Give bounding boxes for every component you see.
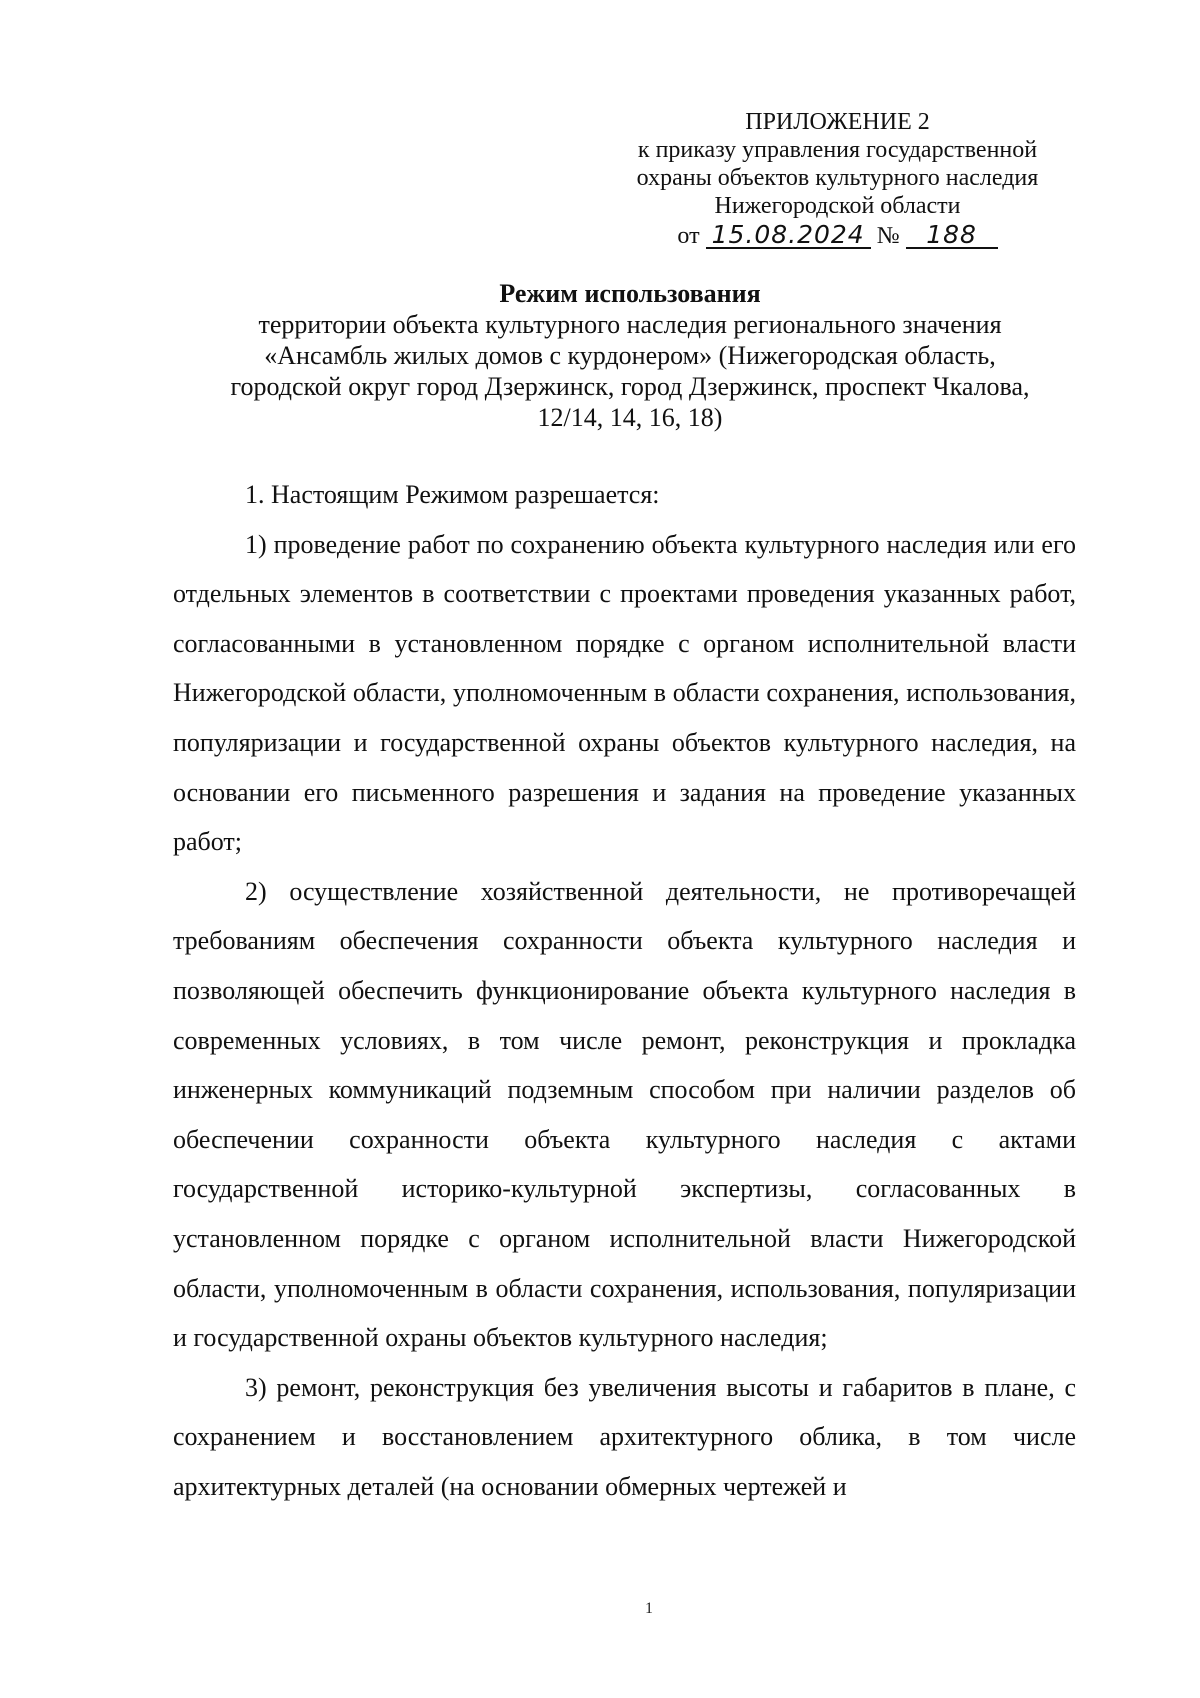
heading-subtitle-line: 12/14, 14, 16, 18) xyxy=(537,403,723,432)
heading-subtitle-line: городской округ город Дзержинск, город Дзержинск, проспект Чкалова, xyxy=(230,372,1030,401)
paragraph-item-3: 3) ремонт, реконструкция без увеличения высоты и габаритов в плане, с сохранением и восстановлением архитектурного облика, в том числе архитектурных деталей (на основании обмерных чертежей и xyxy=(173,1372,1076,1501)
appendix-line-1: к приказу управления государственной xyxy=(637,137,1038,163)
number-sign: № xyxy=(876,223,900,249)
document-heading xyxy=(170,278,1090,433)
paragraph-item-1: 1) проведение работ по сохранению объекта культурного наследия или его отдельных элементов в соответствии с проектами проведения указанных работ, согласованными в установленном порядке с органом исполнительной власти Нижегородской области, уполномоченным в области сохранения, использования, популяризации и государственной охраны объектов культурного наследия, на основании его письменного разрешения и задания на проведение указанных работ; xyxy=(173,529,1076,857)
appendix-title: ПРИЛОЖЕНИЕ 2 xyxy=(745,109,930,135)
heading-subtitle-line: «Ансамбль жилых домов с курдонером» (Нижегородская область, xyxy=(264,341,996,370)
document-body xyxy=(173,470,1076,1511)
appendix-date-line xyxy=(600,222,1075,250)
paragraph-item-2: 2) осуществление хозяйственной деятельности, не противоречащей требованиям обеспечения сохранности объекта культурного наследия и позволяющей обеспечить функционирование объекта культурного наследия в современных условиях, в том числе ремонт, реконструкция и прокладка инженерных коммуникаций подземным способом при наличии разделов об обеспечении сохранности объекта культурного наследия с актами государственной историко-культурной экспертизы, согласованных в установленном порядке с органом исполнительной власти Нижегородской области, уполномоченным в области сохранения, использования, популяризации и государственной охраны объектов культурного наследия; xyxy=(173,876,1076,1353)
handwritten-date: 15.08.2024 xyxy=(706,223,871,249)
heading-title: Режим использования xyxy=(499,279,761,308)
date-prefix: от xyxy=(677,223,700,249)
heading-subtitle-line: территории объекта культурного наследия регионального значения xyxy=(258,310,1002,339)
handwritten-number: 188 xyxy=(906,223,998,249)
appendix-header xyxy=(600,108,1075,250)
page-number: 1 xyxy=(645,1600,653,1617)
appendix-line-2: охраны объектов культурного наследия xyxy=(636,165,1039,191)
appendix-line-3: Нижегородской области xyxy=(714,193,961,219)
paragraph-intro: 1. Настоящим Режимом разрешается: xyxy=(245,480,660,509)
